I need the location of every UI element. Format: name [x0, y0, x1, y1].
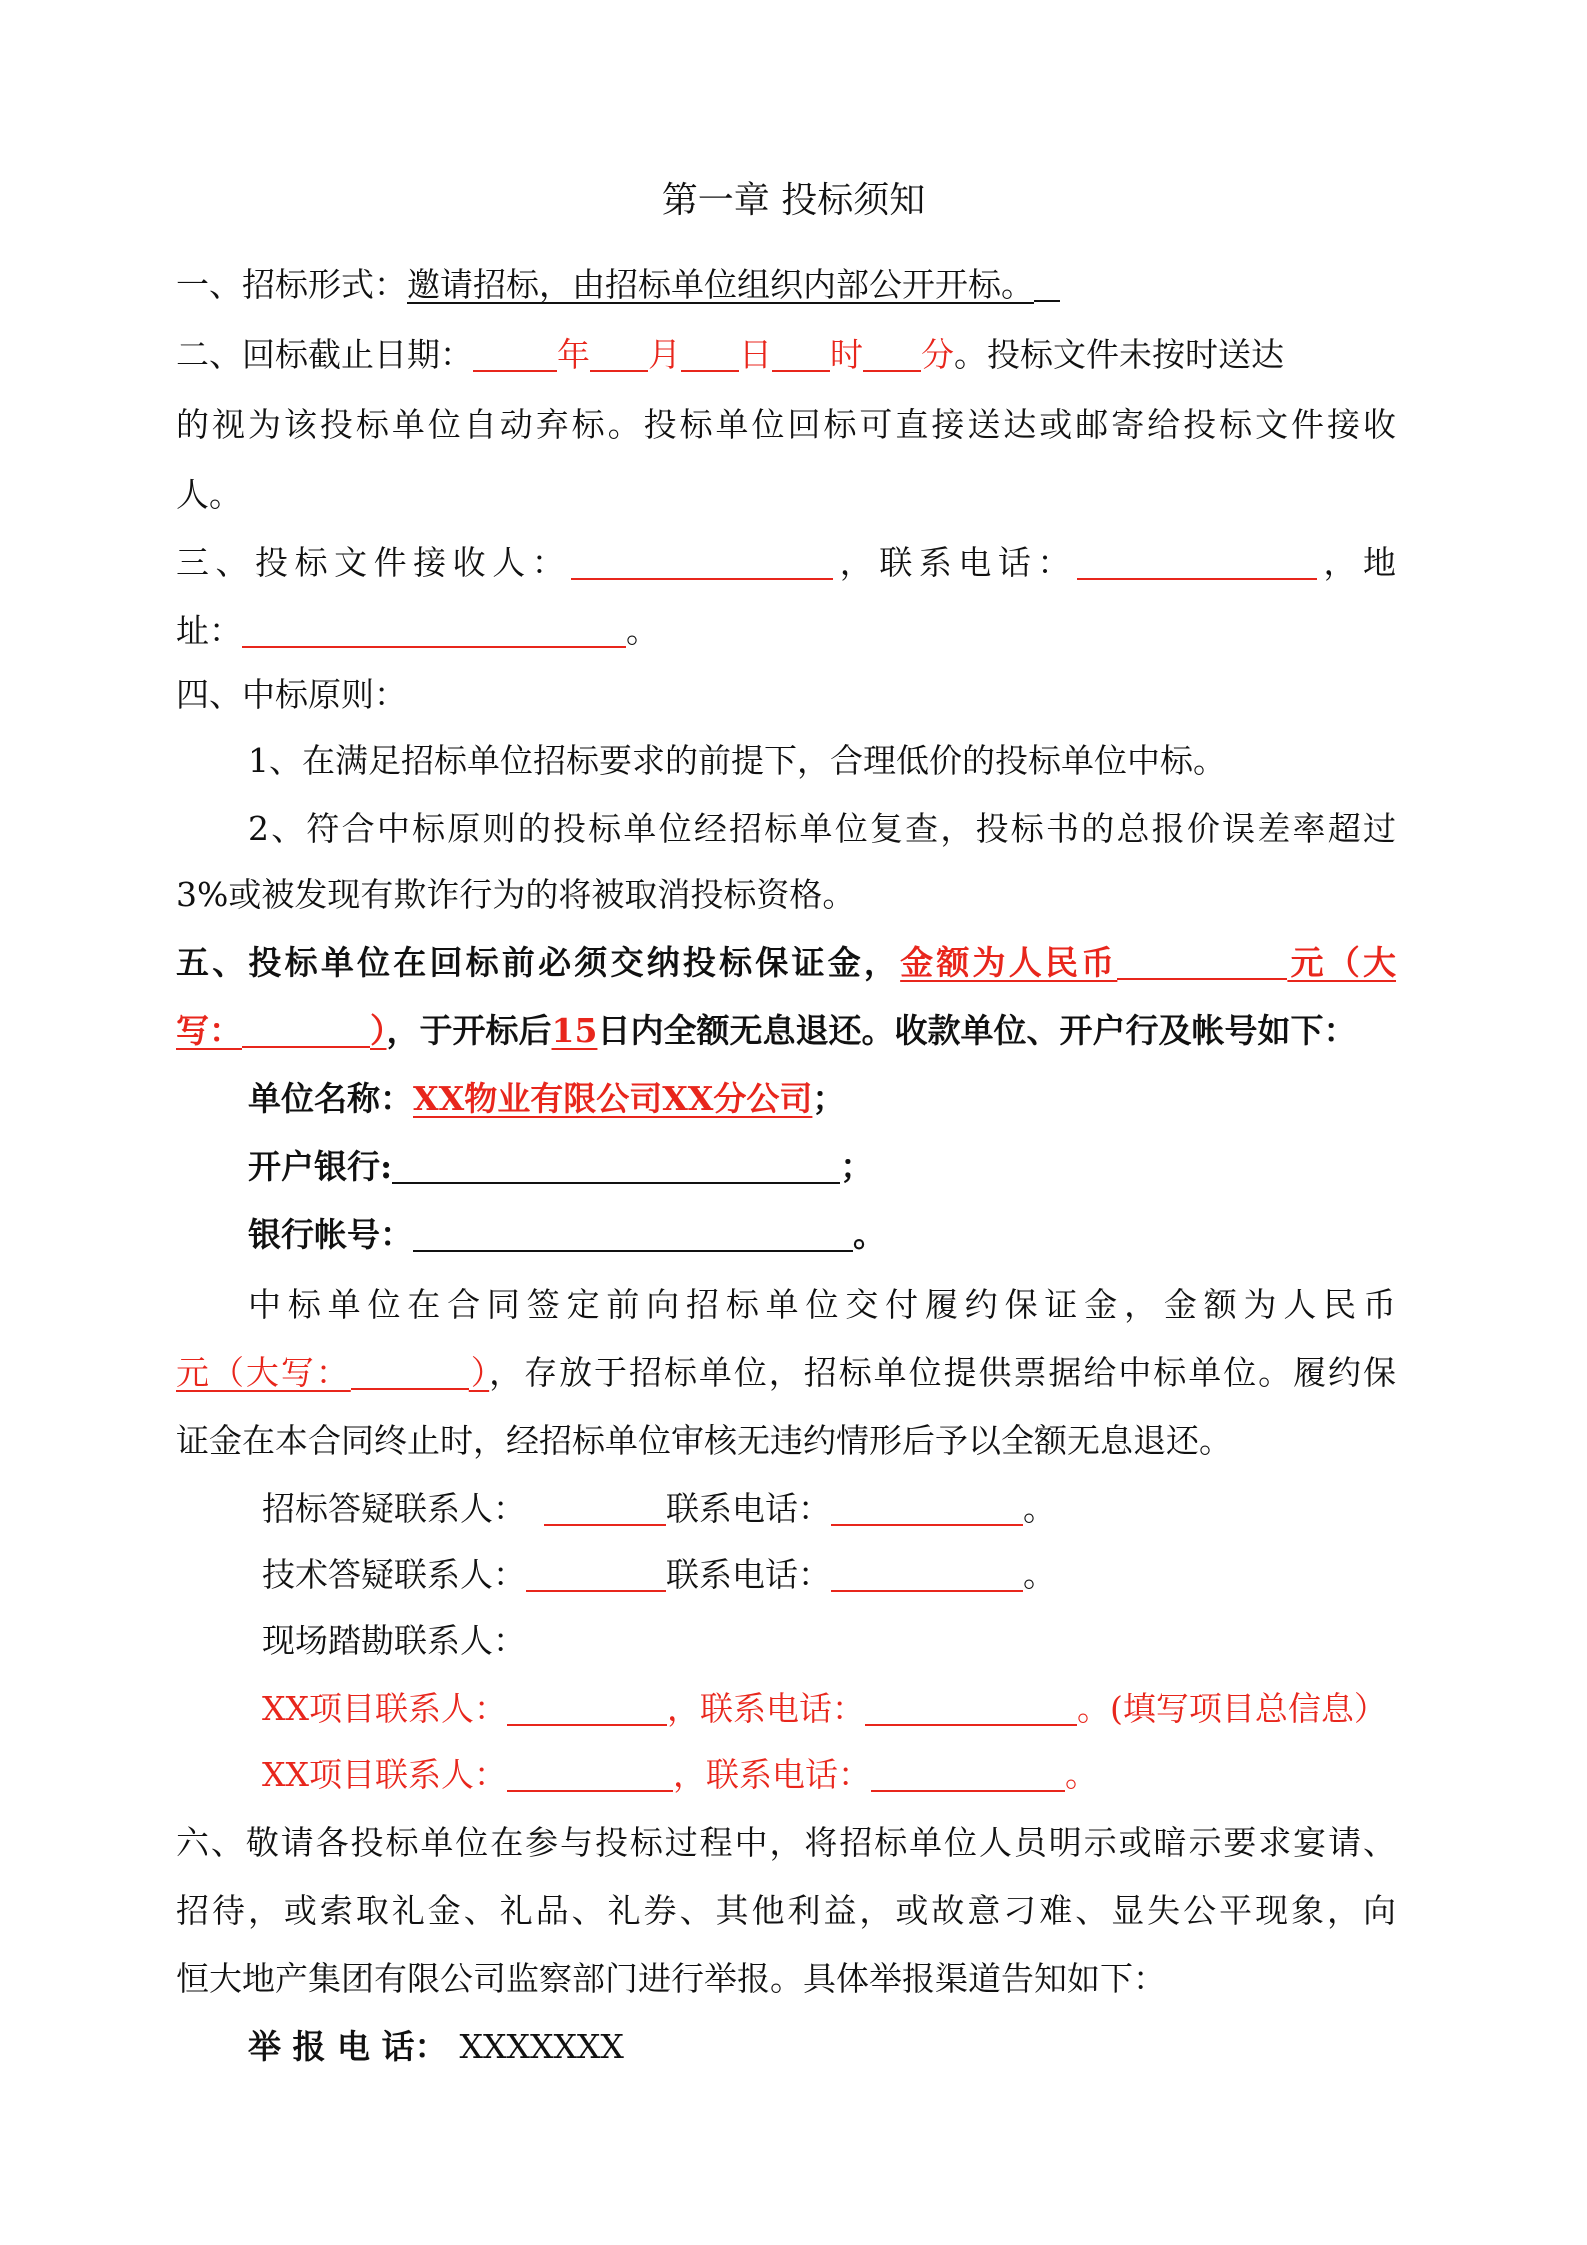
qa-phone-label: 联系电话： — [666, 1489, 831, 1528]
section-1-prefix: 一、招标形式： — [176, 265, 407, 304]
bank-end: ； — [840, 1147, 874, 1186]
section-2-line-2: 的视为该投标单位自动弃标。投标单位回标可直接送达或邮寄给投标文件接收 — [176, 405, 1396, 444]
hotline-value: XXXXXXX — [459, 2027, 624, 2066]
bank-blank[interactable] — [392, 1148, 840, 1184]
performance-line-2 — [176, 1350, 1396, 1396]
section-6-line-2: 招待，或索取礼金、礼品、礼券、其他利益，或故意刁难、显失公平现象，向 — [176, 1891, 1396, 1930]
project-contact-label: XX项目联系人： — [262, 1755, 507, 1794]
project-phone-blank-1[interactable] — [865, 1690, 1077, 1726]
hour-label: 时 — [830, 335, 863, 374]
address-blank[interactable] — [242, 612, 626, 648]
section-5-prefix: 五、投标单位在回标前必须交纳投标保证金， — [176, 943, 901, 982]
section-3-line-1 — [176, 540, 1396, 586]
account-blank[interactable] — [413, 1216, 853, 1252]
qa-end: 。 — [1023, 1489, 1056, 1528]
project-phone-label: ，联系电话： — [673, 1755, 871, 1794]
project-phone-blank-2[interactable] — [871, 1756, 1065, 1792]
tech-contact-blank[interactable] — [526, 1556, 666, 1592]
project-end: 。 — [1065, 1755, 1098, 1794]
project-contact-blank-2[interactable] — [507, 1756, 673, 1792]
tech-phone-blank[interactable] — [831, 1556, 1023, 1592]
qa-contact-label: 招标答疑联系人： — [262, 1489, 526, 1528]
section-2-line-3: 人。 — [176, 475, 242, 514]
project-note: 。(填写项目总信息） — [1077, 1689, 1387, 1728]
receiver-blank[interactable] — [571, 544, 833, 580]
deposit-amount-label: 金额为人民币 — [900, 943, 1118, 982]
month-label: 月 — [648, 335, 681, 374]
account-line — [248, 1212, 1468, 1258]
hour-blank[interactable] — [772, 336, 830, 372]
payee-unit-value: XX物业有限公司XX分公司 — [413, 1079, 813, 1118]
account-end: 。 — [853, 1215, 886, 1254]
project-phone-label: ，联系电话： — [667, 1689, 865, 1728]
performance-line-2-text: ，存放于招标单位，招标单位提供票据给中标单位。履约保 — [489, 1353, 1396, 1392]
qa-phone-blank[interactable] — [831, 1490, 1023, 1526]
project-contact-label: XX项目联系人： — [262, 1689, 507, 1728]
bank-label: 开户银行: — [248, 1147, 393, 1186]
refund-days: 15 — [551, 1011, 598, 1050]
section-5-rest: 日内全额无息退还。收款单位、开户行及帐号如下： — [597, 1011, 1357, 1050]
project-contact-blank-1[interactable] — [507, 1690, 667, 1726]
section-3-line-2 — [176, 608, 1396, 654]
section-3-address-tail: 址： — [176, 611, 242, 650]
day-label: 日 — [739, 335, 772, 374]
minute-blank[interactable] — [863, 336, 921, 372]
year-blank[interactable] — [473, 336, 557, 372]
account-label: 银行帐号： — [248, 1215, 413, 1254]
principle-2-line-1: 2、符合中标原则的投标单位经招标单位复查，投标书的总报价误差率超过 — [248, 809, 1396, 848]
deposit-daxie-label: 写： — [176, 1011, 242, 1050]
project-contact-line-1 — [262, 1686, 1482, 1732]
performance-line-3: 证金在本合同终止时，经招标单位审核无违约情形后予以全额无息退还。 — [176, 1421, 1232, 1460]
section-2-rest: 。投标文件未按时送达 — [954, 335, 1284, 374]
hotline-line — [248, 2024, 1468, 2070]
tech-contact-line — [262, 1552, 1482, 1598]
minute-label: 分 — [921, 335, 954, 374]
qa-contact-line — [262, 1486, 1482, 1532]
project-contact-line-2 — [262, 1752, 1482, 1798]
performance-daxie-blank[interactable] — [351, 1354, 469, 1390]
site-contact-label: 现场踏勘联系人： — [262, 1621, 526, 1660]
principle-2-line-2: 3%或被发现有欺诈行为的将被取消投标资格。 — [176, 875, 856, 914]
tech-contact-label: 技术答疑联系人： — [262, 1555, 526, 1594]
section-2-prefix: 二、回标截止日期： — [176, 335, 473, 374]
performance-daxie-label: 元（大写： — [176, 1353, 351, 1392]
hotline-label: 举 报 电 话： — [248, 2027, 448, 2066]
day-blank[interactable] — [681, 336, 739, 372]
section-2-line-1 — [176, 332, 1396, 378]
section-3-phone-label: ，联系电话： — [833, 543, 1077, 582]
deposit-daxie-close: ） — [370, 1011, 387, 1050]
deposit-yuan-label: 元（大 — [1287, 943, 1397, 982]
tech-phone-label: 联系电话： — [666, 1555, 831, 1594]
section-5-after: ，于开标后 — [386, 1011, 552, 1050]
bidding-form-value: 邀请招标，由招标单位组织内部公开开标。 — [407, 265, 1034, 304]
section-3-address-head: ，地 — [1316, 543, 1397, 582]
section-3-end: 。 — [626, 611, 659, 650]
section-5-line-2 — [176, 1008, 1396, 1054]
section-6-line-1: 六、敬请各投标单位在参与投标过程中，将招标单位人员明示或暗示要求宴请、 — [176, 1823, 1396, 1862]
section-6-line-3: 恒大地产集团有限公司监察部门进行举报。具体举报渠道告知如下： — [176, 1959, 1166, 1998]
section-4-heading: 四、中标原则： — [176, 675, 407, 714]
performance-daxie-close: ） — [468, 1353, 490, 1392]
deposit-amount-blank[interactable] — [1117, 944, 1287, 980]
receiver-phone-blank[interactable] — [1077, 544, 1317, 580]
section-1-line — [176, 262, 1396, 308]
section-3-prefix: 三、投标文件接收人： — [176, 543, 572, 582]
payee-unit-line — [248, 1076, 1468, 1122]
deposit-daxie-blank[interactable] — [242, 1012, 370, 1048]
month-blank[interactable] — [590, 336, 648, 372]
bank-line — [248, 1144, 1468, 1190]
underline-tail — [1034, 266, 1060, 302]
year-label: 年 — [557, 335, 590, 374]
chapter-title: 第一章 投标须知 — [661, 180, 926, 221]
qa-contact-blank[interactable] — [544, 1490, 666, 1526]
payee-unit-end: ； — [812, 1079, 846, 1118]
principle-1: 1、在满足招标单位招标要求的前提下，合理低价的投标单位中标。 — [248, 741, 1226, 780]
performance-line-1: 中标单位在合同签定前向招标单位交付履约保证金，金额为人民币 — [248, 1285, 1396, 1324]
section-5-line-1 — [176, 940, 1396, 986]
tech-end: 。 — [1023, 1555, 1056, 1594]
payee-unit-label: 单位名称： — [248, 1079, 413, 1118]
